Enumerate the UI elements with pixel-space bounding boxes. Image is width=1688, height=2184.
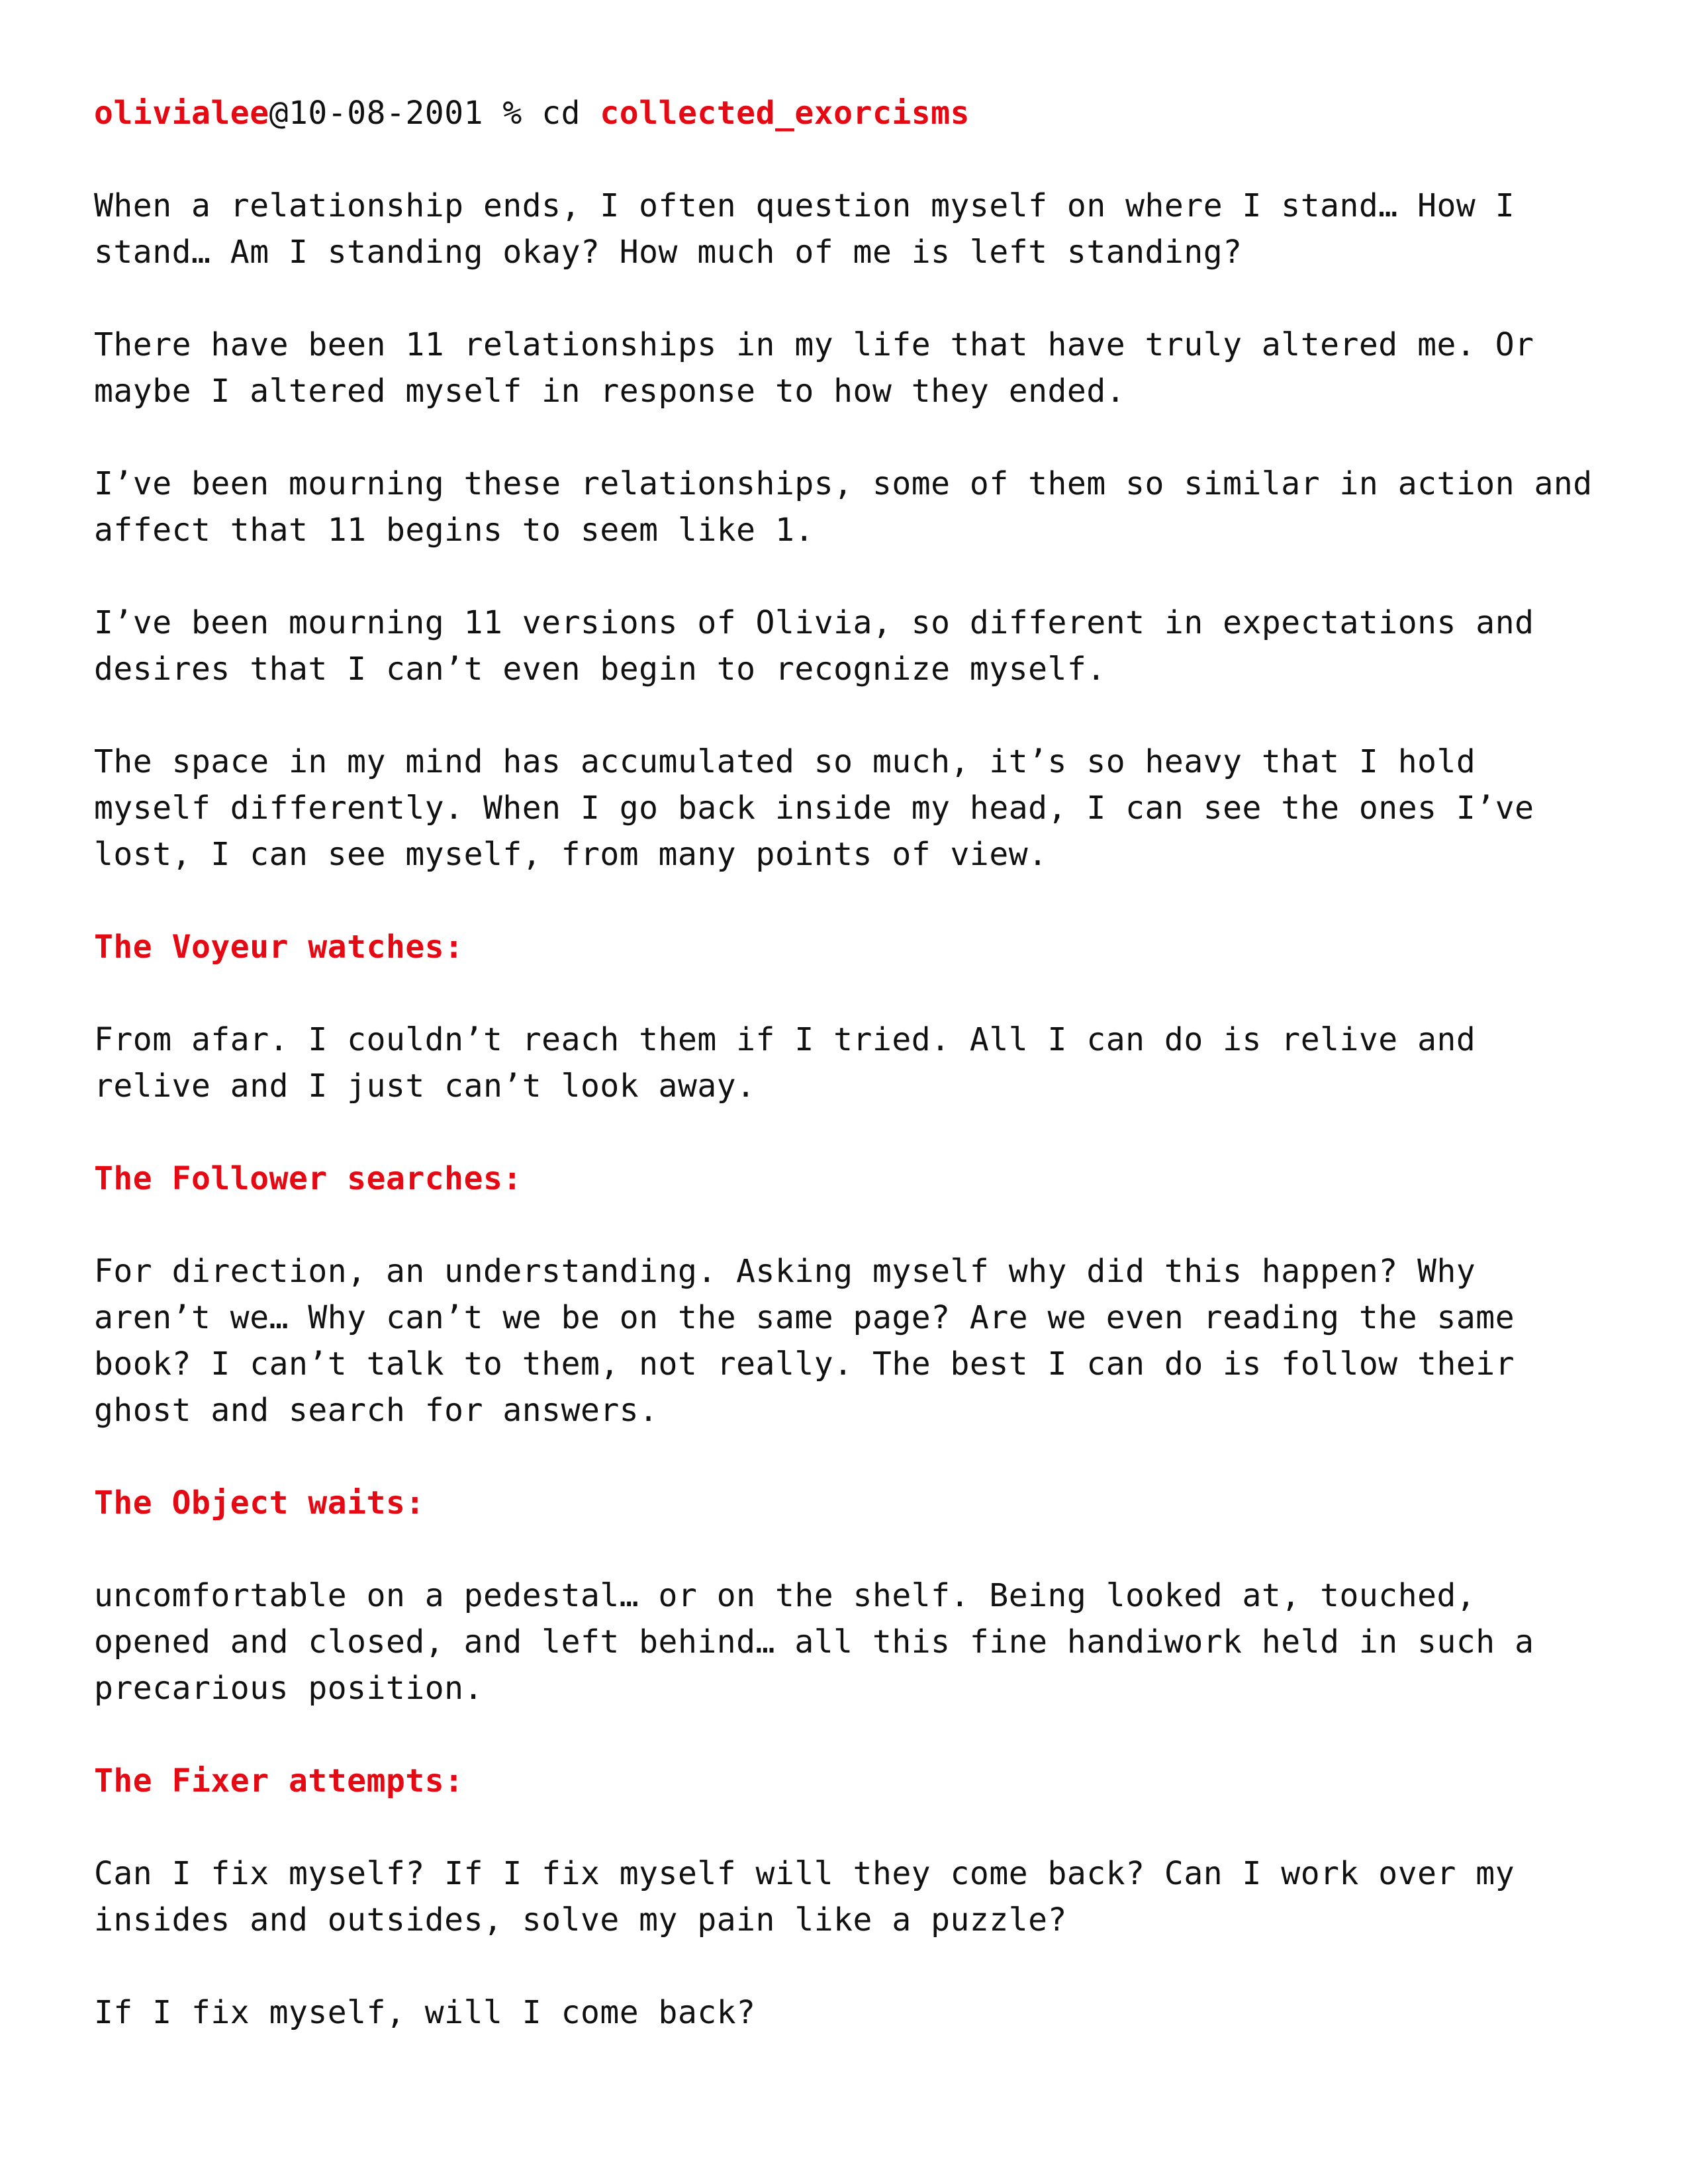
terminal-prompt [94, 90, 1610, 136]
paragraph-line: Can I fix myself? If I fix myself will they come back? Can I work over my [94, 1855, 1515, 1892]
section-body-object [94, 1572, 1610, 1711]
prompt-symbol: % [483, 95, 542, 132]
paragraph-line: The space in my mind has accumulated so much, it’s so heavy that I hold [94, 743, 1476, 780]
paragraph-line: aren’t we… Why can’t we be on the same page? Are we even reading the same [94, 1299, 1515, 1336]
paragraph-line: desires that I can’t even begin to recognize myself. [94, 651, 1106, 688]
section-heading-fixer: The Fixer attempts: [94, 1762, 464, 1799]
section-body-follower [94, 1248, 1610, 1433]
prompt-separator: @ [269, 95, 289, 132]
paragraph-line: maybe I altered myself in response to how they ended. [94, 373, 1126, 410]
section-heading-voyeur: The Voyeur watches: [94, 929, 464, 966]
paragraph-line: precarious position. [94, 1670, 483, 1707]
paragraph-line: For direction, an understanding. Asking myself why did this happen? Why [94, 1253, 1476, 1290]
section-heading-follower: The Follower searches: [94, 1160, 522, 1197]
paragraph-2 [94, 322, 1610, 414]
paragraph-line: I’ve been mourning these relationships, some of them so similar in action and [94, 465, 1593, 502]
paragraph-line: affect that 11 begins to seem like 1. [94, 512, 814, 549]
paragraph-line: I’ve been mourning 11 versions of Olivia, so different in expectations and [94, 604, 1534, 641]
paragraph-line: opened and closed, and left behind… all this fine handiwork held in such a [94, 1623, 1534, 1661]
paragraph-line: uncomfortable on a pedestal… or on the shelf. Being looked at, touched, [94, 1577, 1476, 1614]
paragraph-line: book? I can’t talk to them, not really. The best I can do is follow their [94, 1345, 1515, 1383]
paragraph-5 [94, 739, 1610, 878]
paragraph-line: lost, I can see myself, from many points of view. [94, 836, 1048, 873]
document-page [94, 90, 1610, 2036]
section-body-voyeur [94, 1017, 1610, 1109]
prompt-user: olivialee [94, 95, 269, 132]
paragraph-line: There have been 11 relationships in my life that have truly altered me. Or [94, 326, 1534, 363]
prompt-directory: collected_exorcisms [600, 95, 970, 132]
prompt-command: cd [541, 95, 600, 132]
paragraph-1 [94, 183, 1610, 275]
paragraph-3 [94, 461, 1610, 553]
paragraph-line: ghost and search for answers. [94, 1392, 659, 1429]
section-body-fixer [94, 1850, 1610, 1943]
paragraph-line: relive and I just can’t look away. [94, 1068, 756, 1105]
paragraph-line: myself differently. When I go back inside my head, I can see the ones I’ve [94, 790, 1534, 827]
paragraph-line: When a relationship ends, I often question myself on where I stand… How I [94, 187, 1515, 224]
paragraph-4 [94, 600, 1610, 692]
closing-line: If I fix myself, will I come back? [94, 1994, 756, 2031]
paragraph-line: From afar. I couldn’t reach them if I tried. All I can do is relive and [94, 1021, 1476, 1058]
prompt-date: 10-08-2001 [289, 95, 483, 132]
section-heading-object: The Object waits: [94, 1484, 425, 1522]
paragraph-line: stand… Am I standing okay? How much of me is left standing? [94, 234, 1243, 271]
paragraph-line: insides and outsides, solve my pain like a puzzle? [94, 1901, 1067, 1938]
